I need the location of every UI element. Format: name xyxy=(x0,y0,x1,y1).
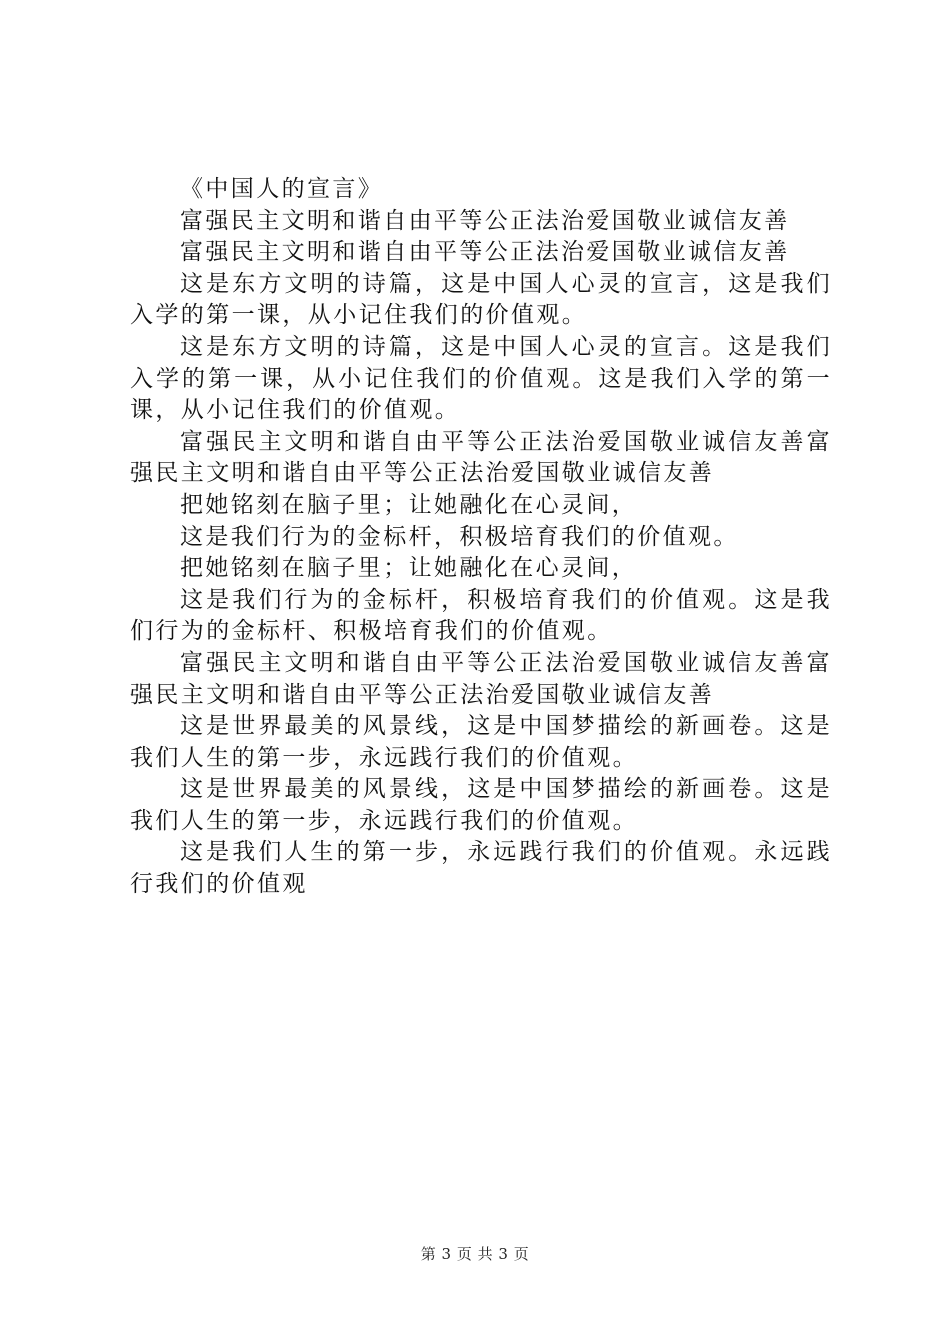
paragraph: 这是东方文明的诗篇，这是中国人心灵的宣言。这是我们入学的第一课，从小记住我们的价值观。这是我们入学的第一课，从小记住我们的价值观。 xyxy=(130,333,832,424)
page-number-footer: 第 3 页 共 3 页 xyxy=(420,1245,530,1263)
paragraph: 这是我们人生的第一步，永远践行我们的价值观。永远践行我们的价值观 xyxy=(130,839,832,898)
paragraph: 这是我们行为的金标杆，积极培育我们的价值观。 xyxy=(180,523,739,550)
poem-title: 《中国人的宣言》 xyxy=(180,176,384,202)
paragraph: 富强民主文明和谐自由平等公正法治爱国敬业诚信友善 xyxy=(180,239,790,266)
paragraph: 这是世界最美的风景线，这是中国梦描绘的新画卷。这是我们人生的第一步，永远践行我们的价值观。 xyxy=(130,776,832,834)
document-body xyxy=(130,174,832,901)
paragraph: 这是我们行为的金标杆，积极培育我们的价值观。这是我们行为的金标杆、积极培育我们的价值观。 xyxy=(130,586,832,645)
paragraph: 富强民主文明和谐自由平等公正法治爱国敬业诚信友善富强民主文明和谐自由平等公正法治爱国敬业诚信友善 xyxy=(130,649,832,708)
paragraph: 这是东方文明的诗篇，这是中国人心灵的宣言，这是我们入学的第一课，从小记住我们的价值观。 xyxy=(130,270,832,329)
paragraph: 富强民主文明和谐自由平等公正法治爱国敬业诚信友善富强民主文明和谐自由平等公正法治爱国敬业诚信友善 xyxy=(130,428,832,487)
paragraph: 这是世界最美的风景线，这是中国梦描绘的新画卷。这是我们人生的第一步，永远践行我们的价值观。 xyxy=(130,713,832,771)
paragraph: 把她铭刻在脑子里；让她融化在心灵间， xyxy=(180,555,638,582)
paragraph: 富强民主文明和谐自由平等公正法治爱国敬业诚信友善 xyxy=(180,207,790,234)
paragraph: 把她铭刻在脑子里；让她融化在心灵间， xyxy=(180,491,638,518)
